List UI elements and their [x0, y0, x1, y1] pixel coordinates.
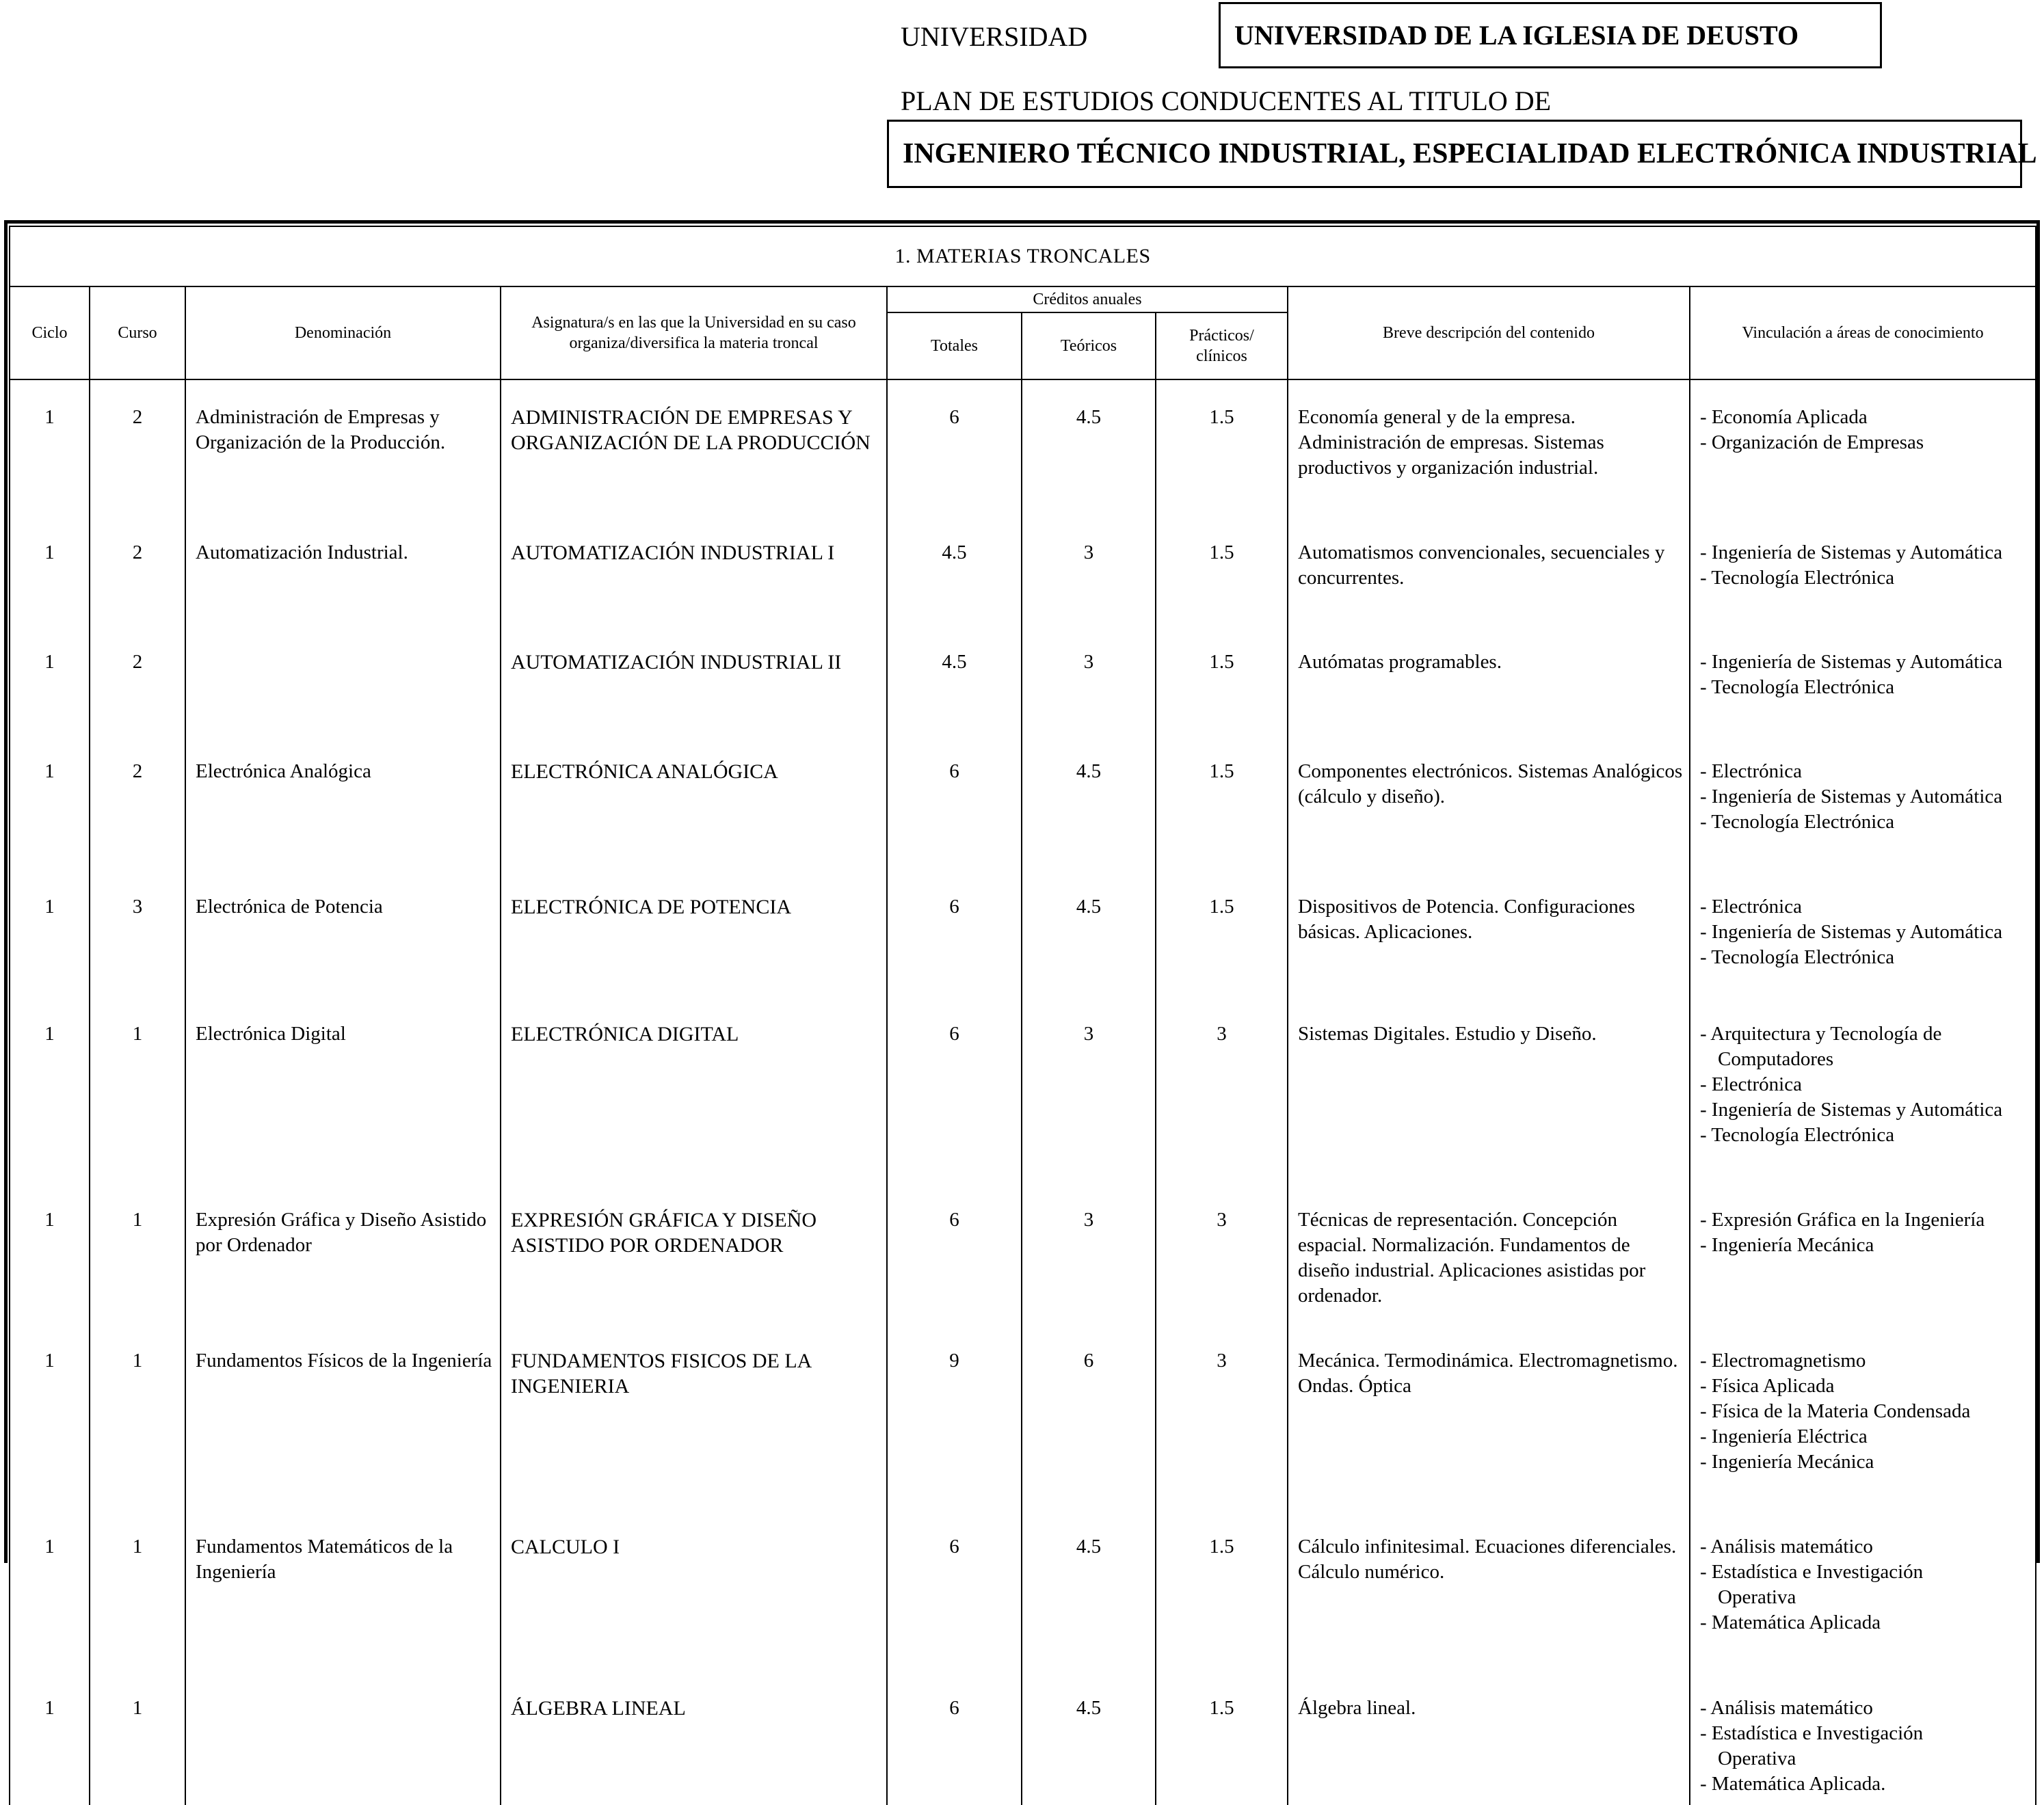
cell-practicos: 3 — [1156, 1183, 1288, 1324]
cell-denominacion: Expresión Gráfica y Diseño Asistido por Ordenador — [185, 1183, 501, 1324]
table-row — [10, 1671, 2036, 1805]
cell-practicos: 1.5 — [1156, 625, 1288, 734]
area-item: Operativa — [1718, 1748, 1796, 1769]
cell-asignatura: ÁLGEBRA LINEAL — [501, 1671, 887, 1805]
cell-ciclo: 1 — [10, 870, 90, 997]
col-header-denominacion: Denominación — [185, 286, 501, 379]
cell-descripcion: Álgebra lineal. — [1288, 1671, 1690, 1805]
cell-ciclo: 1 — [10, 516, 90, 625]
cell-teoricos: 3 — [1022, 1183, 1156, 1324]
cell-asignatura: CALCULO I — [501, 1510, 887, 1671]
cell-denominacion: Electrónica de Potencia — [185, 870, 501, 997]
col-header-teoricos: Teóricos — [1022, 312, 1156, 379]
cell-totales: 6 — [887, 997, 1022, 1183]
cell-denominacion — [185, 625, 501, 734]
area-item: - Ingeniería Mecánica — [1700, 1234, 1874, 1256]
cell-ciclo: 1 — [10, 625, 90, 734]
cell-vinculacion — [1690, 379, 2036, 516]
cell-curso: 1 — [90, 1324, 185, 1510]
universidad-label: UNIVERSIDAD — [901, 21, 1088, 52]
cell-totales: 6 — [887, 379, 1022, 516]
col-header-totales: Totales — [887, 312, 1022, 379]
cell-vinculacion — [1690, 734, 2036, 870]
cell-totales: 6 — [887, 1671, 1022, 1805]
cell-asignatura: ELECTRÓNICA DE POTENCIA — [501, 870, 887, 997]
cell-teoricos: 4.5 — [1022, 1671, 1156, 1805]
area-item: - Tecnología Electrónica — [1700, 811, 1895, 833]
area-item: - Electrónica — [1700, 896, 1802, 918]
cell-asignatura: ADMINISTRACIÓN DE EMPRESAS Y ORGANIZACIÓN DE LA PRODUCCIÓN — [501, 379, 887, 516]
col-header-asignatura: Asignatura/s en las que la Universidad en su caso organiza/diversifica la materia troncal — [501, 286, 887, 379]
cell-curso: 1 — [90, 997, 185, 1183]
table-row — [10, 1324, 2036, 1510]
area-item: - Organización de Empresas — [1700, 431, 1924, 453]
cell-ciclo: 1 — [10, 379, 90, 516]
materias-troncales-table — [9, 226, 2036, 1805]
cell-totales: 6 — [887, 734, 1022, 870]
table-row — [10, 997, 2036, 1183]
area-item: - Ingeniería de Sistemas y Automática — [1700, 1099, 2003, 1121]
area-item: - Análisis matemático — [1700, 1697, 1873, 1719]
cell-ciclo: 1 — [10, 1671, 90, 1805]
section-title: 1. MATERIAS TRONCALES — [10, 226, 2036, 286]
area-item: - Ingeniería de Sistemas y Automática — [1700, 542, 2003, 563]
area-item: - Electromagnetismo — [1700, 1350, 1866, 1372]
cell-teoricos: 4.5 — [1022, 870, 1156, 997]
area-item: - Ingeniería de Sistemas y Automática — [1700, 651, 2003, 673]
area-item: - Arquitectura y Tecnología de — [1700, 1023, 1942, 1045]
cell-teoricos: 6 — [1022, 1324, 1156, 1510]
area-item: - Electrónica — [1700, 760, 1802, 782]
cell-ciclo: 1 — [10, 1183, 90, 1324]
cell-vinculacion — [1690, 870, 2036, 997]
cell-ciclo: 1 — [10, 1324, 90, 1510]
area-item: - Ingeniería Mecánica — [1700, 1451, 1874, 1473]
cell-asignatura: FUNDAMENTOS FISICOS DE LA INGENIERIA — [501, 1324, 887, 1510]
cell-curso: 1 — [90, 1671, 185, 1805]
cell-practicos: 3 — [1156, 1324, 1288, 1510]
area-item: - Física Aplicada — [1700, 1375, 1835, 1397]
cell-totales: 6 — [887, 870, 1022, 997]
table-row — [10, 870, 2036, 997]
area-item: - Electrónica — [1700, 1073, 1802, 1095]
cell-practicos: 1.5 — [1156, 1671, 1288, 1805]
area-item: Computadores — [1718, 1048, 1834, 1070]
col-header-practicos: Prácticos/ clínicos — [1156, 312, 1288, 379]
area-item: - Economía Aplicada — [1700, 406, 1868, 428]
col-header-ciclo: Ciclo — [10, 286, 90, 379]
area-item: - Estadística e Investigación — [1700, 1722, 1924, 1744]
col-header-creditos-anuales: Créditos anuales — [887, 286, 1288, 312]
area-item: - Expresión Gráfica en la Ingeniería — [1700, 1209, 1985, 1231]
cell-ciclo: 1 — [10, 997, 90, 1183]
area-item: - Tecnología Electrónica — [1700, 567, 1895, 589]
cell-teoricos: 4.5 — [1022, 734, 1156, 870]
area-item: - Tecnología Electrónica — [1700, 676, 1895, 698]
cell-denominacion: Electrónica Digital — [185, 997, 501, 1183]
cell-denominacion: Fundamentos Físicos de la Ingeniería — [185, 1324, 501, 1510]
table-row — [10, 1183, 2036, 1324]
cell-teoricos: 4.5 — [1022, 379, 1156, 516]
cell-curso: 2 — [90, 625, 185, 734]
cell-practicos: 1.5 — [1156, 870, 1288, 997]
cell-curso: 1 — [90, 1510, 185, 1671]
area-item: - Matemática Aplicada. — [1700, 1773, 1886, 1795]
cell-practicos: 1.5 — [1156, 734, 1288, 870]
cell-denominacion — [185, 1671, 501, 1805]
titulo-box: INGENIERO TÉCNICO INDUSTRIAL, ESPECIALIDAD ELECTRÓNICA INDUSTRIAL — [887, 120, 2022, 188]
cell-vinculacion — [1690, 997, 2036, 1183]
cell-practicos: 1.5 — [1156, 1510, 1288, 1671]
cell-descripcion: Dispositivos de Potencia. Configuraciones básicas. Aplicaciones. — [1288, 870, 1690, 997]
table-row — [10, 516, 2036, 625]
cell-curso: 2 — [90, 516, 185, 625]
cell-vinculacion — [1690, 1510, 2036, 1671]
cell-descripcion: Mecánica. Termodinámica. Electromagnetismo. Ondas. Óptica — [1288, 1324, 1690, 1510]
cell-vinculacion — [1690, 516, 2036, 625]
cell-totales: 4.5 — [887, 625, 1022, 734]
cell-curso: 3 — [90, 870, 185, 997]
table-row — [10, 379, 2036, 516]
cell-teoricos: 4.5 — [1022, 1510, 1156, 1671]
universidad-value-box: UNIVERSIDAD DE LA IGLESIA DE DEUSTO — [1219, 2, 1882, 68]
col-header-descripcion: Breve descripción del contenido — [1288, 286, 1690, 379]
cell-descripcion: Cálculo infinitesimal. Ecuaciones diferenciales. Cálculo numérico. — [1288, 1510, 1690, 1671]
area-item: Operativa — [1718, 1586, 1796, 1608]
cell-descripcion: Economía general y de la empresa. Administración de empresas. Sistemas productivos y organización industrial. — [1288, 379, 1690, 516]
area-item: - Física de la Materia Condensada — [1700, 1400, 1971, 1422]
cell-denominacion: Automatización Industrial. — [185, 516, 501, 625]
cell-asignatura: ELECTRÓNICA ANALÓGICA — [501, 734, 887, 870]
cell-totales: 6 — [887, 1183, 1022, 1324]
cell-descripcion: Automatismos convencionales, secuenciales y concurrentes. — [1288, 516, 1690, 625]
area-item: - Ingeniería Eléctrica — [1700, 1426, 1868, 1447]
area-item: - Ingeniería de Sistemas y Automática — [1700, 786, 2003, 807]
cell-descripcion: Técnicas de representación. Concepción espacial. Normalización. Fundamentos de diseño industrial. Aplicaciones asistidas por ordenador. — [1288, 1183, 1690, 1324]
cell-vinculacion — [1690, 1183, 2036, 1324]
cell-vinculacion — [1690, 1324, 2036, 1510]
cell-asignatura: ELECTRÓNICA DIGITAL — [501, 997, 887, 1183]
cell-curso: 2 — [90, 379, 185, 516]
cell-totales: 4.5 — [887, 516, 1022, 625]
area-item: - Análisis matemático — [1700, 1536, 1873, 1557]
area-item: - Tecnología Electrónica — [1700, 1124, 1895, 1146]
area-item: - Estadística e Investigación — [1700, 1561, 1924, 1583]
area-item: - Tecnología Electrónica — [1700, 946, 1895, 968]
cell-descripcion: Sistemas Digitales. Estudio y Diseño. — [1288, 997, 1690, 1183]
plan-estudios-label: PLAN DE ESTUDIOS CONDUCENTES AL TITULO DE — [901, 85, 1552, 116]
cell-curso: 2 — [90, 734, 185, 870]
cell-practicos: 1.5 — [1156, 516, 1288, 625]
cell-vinculacion — [1690, 625, 2036, 734]
cell-teoricos: 3 — [1022, 625, 1156, 734]
cell-denominacion: Fundamentos Matemáticos de la Ingeniería — [185, 1510, 501, 1671]
cell-asignatura: EXPRESIÓN GRÁFICA Y DISEÑO ASISTIDO POR ORDENADOR — [501, 1183, 887, 1324]
col-header-curso: Curso — [90, 286, 185, 379]
area-item: - Matemática Aplicada — [1700, 1612, 1881, 1633]
col-header-vinculacion: Vinculación a áreas de conocimiento — [1690, 286, 2036, 379]
cell-descripcion: Componentes electrónicos. Sistemas Analógicos (cálculo y diseño). — [1288, 734, 1690, 870]
cell-teoricos: 3 — [1022, 997, 1156, 1183]
area-item: - Ingeniería de Sistemas y Automática — [1700, 921, 2003, 943]
cell-asignatura: AUTOMATIZACIÓN INDUSTRIAL I — [501, 516, 887, 625]
cell-teoricos: 3 — [1022, 516, 1156, 625]
table-row — [10, 734, 2036, 870]
cell-practicos: 3 — [1156, 997, 1288, 1183]
cell-asignatura: AUTOMATIZACIÓN INDUSTRIAL II — [501, 625, 887, 734]
table-row — [10, 625, 2036, 734]
cell-denominacion: Electrónica Analógica — [185, 734, 501, 870]
cell-totales: 6 — [887, 1510, 1022, 1671]
cell-descripcion: Autómatas programables. — [1288, 625, 1690, 734]
cell-ciclo: 1 — [10, 1510, 90, 1671]
cell-totales: 9 — [887, 1324, 1022, 1510]
cell-practicos: 1.5 — [1156, 379, 1288, 516]
cell-vinculacion — [1690, 1671, 2036, 1805]
cell-denominacion: Administración de Empresas y Organización de la Producción. — [185, 379, 501, 516]
cell-ciclo: 1 — [10, 734, 90, 870]
table-row — [10, 1510, 2036, 1671]
cell-curso: 1 — [90, 1183, 185, 1324]
